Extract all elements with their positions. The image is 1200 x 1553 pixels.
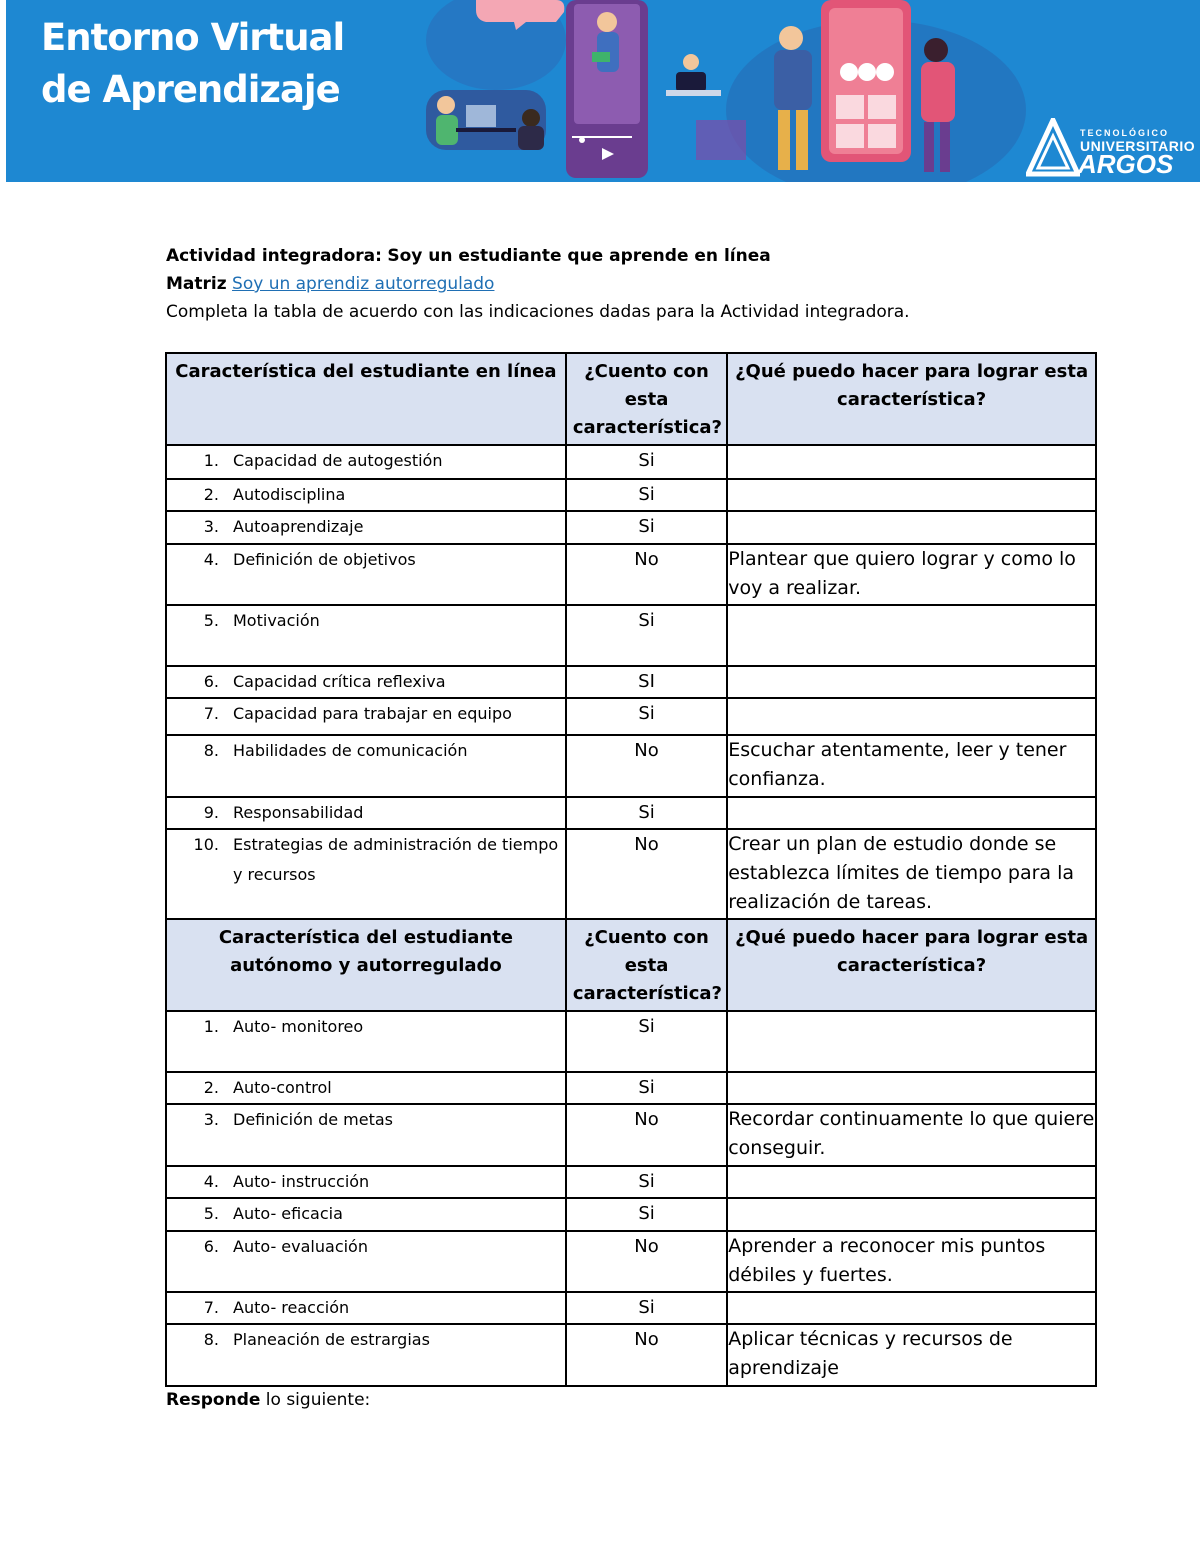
item-label: Habilidades de comunicación xyxy=(233,741,468,760)
table-row xyxy=(166,605,1096,666)
item-number: 3. xyxy=(203,517,219,536)
table-row xyxy=(166,544,1096,605)
header-text: ¿Qué puedo hacer para lograr esta característica? xyxy=(735,361,1089,410)
characteristic-cell xyxy=(166,1011,566,1072)
respond-prompt xyxy=(166,1386,370,1414)
item-label: Auto- reacción xyxy=(233,1298,350,1317)
table-row xyxy=(166,829,1096,919)
table-header-row xyxy=(166,919,1096,1011)
matrix-link[interactable]: Soy un aprendiz autorregulado xyxy=(232,274,495,294)
item-number: 8. xyxy=(203,1330,219,1349)
item-label: Auto- monitoreo xyxy=(233,1017,364,1036)
action-cell[interactable]: Aprender a reconocer mis puntos débiles y fuertes. xyxy=(727,1231,1096,1292)
banner-title-line1: Entorno Virtual xyxy=(41,16,345,59)
item-number: 2. xyxy=(203,1078,219,1097)
table-row xyxy=(166,1011,1096,1072)
characteristic-cell xyxy=(166,1231,566,1292)
item-number: 3. xyxy=(203,1110,219,1129)
table-row xyxy=(166,797,1096,829)
action-cell[interactable] xyxy=(727,698,1096,735)
activity-label: Actividad integradora: xyxy=(166,246,382,266)
header-text: ¿Cuento con esta característica? xyxy=(572,927,722,1004)
item-label: Capacidad crítica reflexiva xyxy=(233,672,446,691)
action-cell[interactable]: Crear un plan de estudio donde se establezca límites de tiempo para la realización de tareas. xyxy=(727,829,1096,919)
banner-title xyxy=(41,12,344,116)
header-text: ¿Cuento con esta característica? xyxy=(572,361,722,438)
item-label: Auto- eficacia xyxy=(233,1204,343,1223)
answer-cell[interactable]: No xyxy=(566,1231,727,1292)
item-number: 8. xyxy=(203,741,219,760)
item-number: 1. xyxy=(203,1017,219,1036)
item-label: Estrategias de administración de tiempo y recursos xyxy=(233,835,559,884)
table-row xyxy=(166,1198,1096,1231)
item-label: Autoaprendizaje xyxy=(233,517,364,536)
header-characteristic xyxy=(166,353,566,445)
item-number: 9. xyxy=(203,803,219,822)
answer-cell[interactable]: SI xyxy=(566,666,727,698)
table-header-row xyxy=(166,353,1096,445)
characteristic-cell xyxy=(166,479,566,511)
header-has-characteristic xyxy=(566,919,727,1011)
characteristic-cell xyxy=(166,1324,566,1386)
table-row xyxy=(166,479,1096,511)
header-what-to-do xyxy=(727,919,1096,1011)
action-cell[interactable] xyxy=(727,1072,1096,1104)
item-number: 6. xyxy=(203,672,219,691)
action-cell[interactable] xyxy=(727,1166,1096,1198)
logo-text-mid: UNIVERSITARIO xyxy=(1080,138,1196,154)
item-label: Capacidad para trabajar en equipo xyxy=(233,704,512,723)
header-text: ¿Qué puedo hacer para lograr esta característica? xyxy=(735,927,1089,976)
argos-logo-icon xyxy=(1026,118,1080,178)
answer-cell[interactable]: No xyxy=(566,829,727,919)
characteristic-cell xyxy=(166,829,566,919)
action-cell[interactable]: Escuchar atentamente, leer y tener confianza. xyxy=(727,735,1096,797)
answer-cell[interactable]: Si xyxy=(566,698,727,735)
characteristic-cell xyxy=(166,445,566,479)
item-number: 1. xyxy=(203,451,219,470)
action-cell[interactable] xyxy=(727,1292,1096,1324)
answer-cell[interactable]: Si xyxy=(566,1072,727,1104)
item-label: Capacidad de autogestión xyxy=(233,451,443,470)
item-number: 7. xyxy=(203,1298,219,1317)
answer-cell[interactable]: Si xyxy=(566,479,727,511)
activity-title: Soy un estudiante que aprende en línea xyxy=(387,246,771,266)
action-cell[interactable] xyxy=(727,1011,1096,1072)
answer-cell[interactable]: Si xyxy=(566,1166,727,1198)
respond-rest: lo siguiente: xyxy=(260,1390,371,1410)
characteristics-table xyxy=(165,352,1097,1387)
answer-cell[interactable]: Si xyxy=(566,797,727,829)
table-row xyxy=(166,445,1096,479)
item-label: Definición de objetivos xyxy=(233,550,416,569)
characteristic-cell xyxy=(166,735,566,797)
characteristic-cell xyxy=(166,1198,566,1231)
answer-cell[interactable]: No xyxy=(566,1104,727,1166)
characteristic-cell xyxy=(166,1072,566,1104)
table-row xyxy=(166,735,1096,797)
item-label: Auto-control xyxy=(233,1078,332,1097)
banner-illustration xyxy=(406,0,1026,182)
action-cell[interactable] xyxy=(727,605,1096,666)
table-row xyxy=(166,1166,1096,1198)
item-number: 10. xyxy=(193,835,219,854)
header-banner xyxy=(6,0,1200,182)
action-cell[interactable] xyxy=(727,479,1096,511)
activity-line xyxy=(166,242,1106,270)
item-label: Auto- instrucción xyxy=(233,1172,370,1191)
argos-logo xyxy=(1026,112,1200,178)
answer-cell[interactable]: Si xyxy=(566,1011,727,1072)
item-label: Responsabilidad xyxy=(233,803,364,822)
item-label: Motivación xyxy=(233,611,320,630)
answer-cell[interactable]: Si xyxy=(566,445,727,479)
action-cell[interactable] xyxy=(727,1198,1096,1231)
characteristic-cell xyxy=(166,544,566,605)
item-number: 6. xyxy=(203,1237,219,1256)
table-row xyxy=(166,1072,1096,1104)
matrix-label: Matriz xyxy=(166,274,227,294)
answer-cell[interactable]: Si xyxy=(566,1198,727,1231)
table-row xyxy=(166,511,1096,544)
logo-text-big: ARGOS xyxy=(1078,149,1174,179)
item-label: Auto- evaluación xyxy=(233,1237,368,1256)
characteristic-cell xyxy=(166,797,566,829)
action-cell[interactable]: Recordar continuamente lo que quiere conseguir. xyxy=(727,1104,1096,1166)
action-cell[interactable] xyxy=(727,797,1096,829)
action-cell[interactable] xyxy=(727,666,1096,698)
item-number: 5. xyxy=(203,1204,219,1223)
item-label: Definición de metas xyxy=(233,1110,394,1129)
table-row xyxy=(166,698,1096,735)
item-label: Planeación de estrargias xyxy=(233,1330,430,1349)
item-number: 7. xyxy=(203,704,219,723)
table-row xyxy=(166,1104,1096,1166)
header-text: Característica del estudiante en línea xyxy=(175,361,557,382)
instructions-text: Completa la tabla de acuerdo con las indicaciones dadas para la Actividad integradora. xyxy=(166,302,910,322)
matrix-line xyxy=(166,270,1106,298)
item-number: 2. xyxy=(203,485,219,504)
table-row xyxy=(166,1324,1096,1386)
characteristic-cell xyxy=(166,666,566,698)
intro-section xyxy=(166,242,1106,326)
item-label: Autodisciplina xyxy=(233,485,346,504)
table-row xyxy=(166,666,1096,698)
characteristic-cell xyxy=(166,1292,566,1324)
table-row xyxy=(166,1231,1096,1292)
answer-cell[interactable]: No xyxy=(566,1324,727,1386)
action-cell[interactable]: Plantear que quiero lograr y como lo voy a realizar. xyxy=(727,544,1096,605)
characteristic-cell xyxy=(166,698,566,735)
characteristic-cell xyxy=(166,605,566,666)
header-what-to-do xyxy=(727,353,1096,445)
action-cell[interactable]: Aplicar técnicas y recursos de aprendizaje xyxy=(727,1324,1096,1386)
table-row xyxy=(166,1292,1096,1324)
respond-bold: Responde xyxy=(166,1390,261,1410)
header-characteristic xyxy=(166,919,566,1011)
characteristic-cell xyxy=(166,1104,566,1166)
banner-title-line2: de Aprendizaje xyxy=(41,68,340,111)
answer-cell[interactable]: No xyxy=(566,735,727,797)
characteristic-cell xyxy=(166,1166,566,1198)
header-text: Característica del estudiante autónomo y autorregulado xyxy=(218,927,514,976)
answer-cell[interactable]: Si xyxy=(566,1292,727,1324)
characteristic-cell xyxy=(166,511,566,544)
item-number: 4. xyxy=(203,1172,219,1191)
action-cell[interactable] xyxy=(727,511,1096,544)
answer-cell[interactable]: No xyxy=(566,544,727,605)
logo-text-small: TECNOLÓGICO xyxy=(1080,128,1169,138)
header-has-characteristic xyxy=(566,353,727,445)
action-cell[interactable] xyxy=(727,445,1096,479)
item-number: 4. xyxy=(203,550,219,569)
answer-cell[interactable]: Si xyxy=(566,511,727,544)
answer-cell[interactable]: Si xyxy=(566,605,727,666)
item-number: 5. xyxy=(203,611,219,630)
